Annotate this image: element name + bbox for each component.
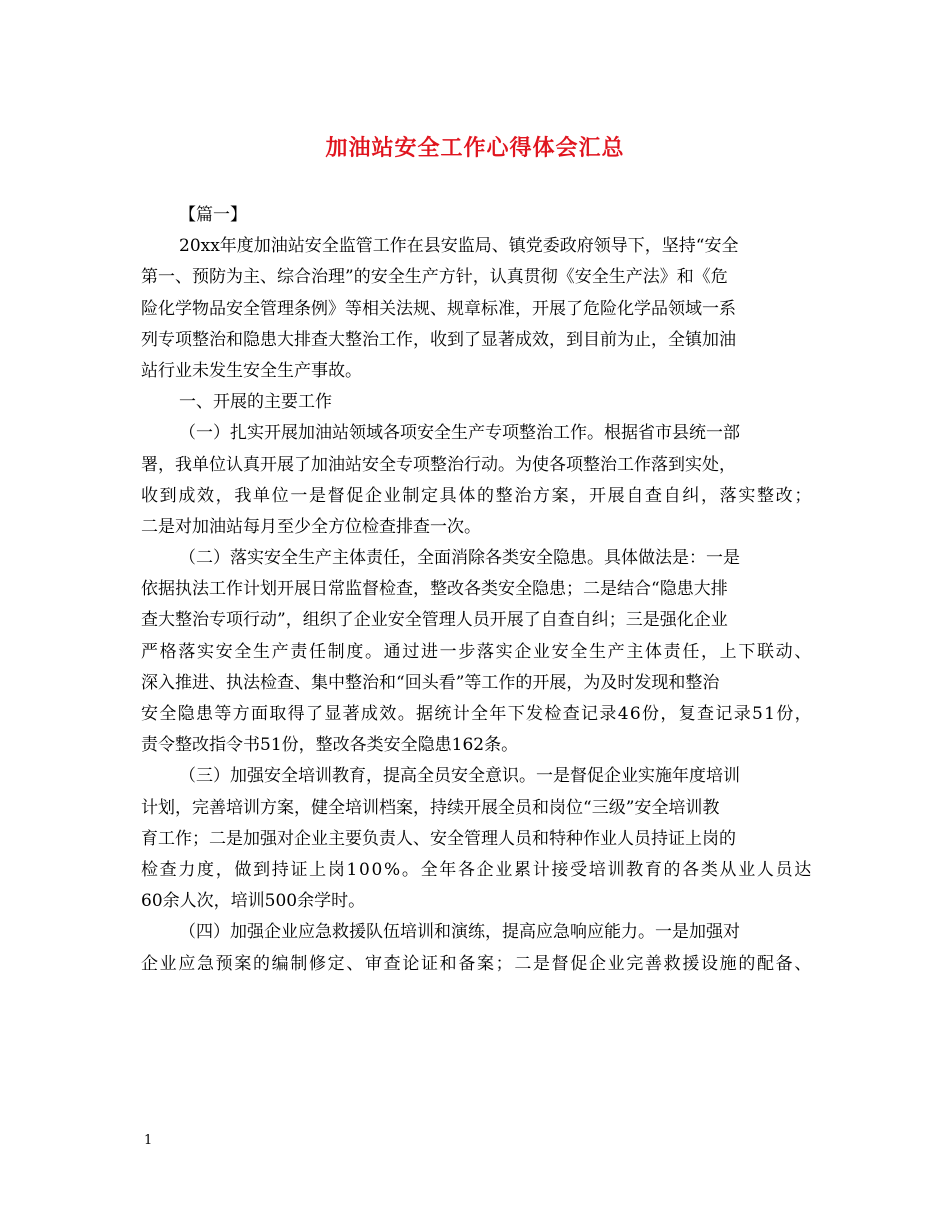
text-line: 计划，完善培训方案，健全培训档案，持续开展全员和岗位“三级”安全培训教 [141, 797, 720, 818]
text-line: （四）加强企业应急救援队伍培训和演练，提高应急响应能力。一是加强对 [179, 922, 740, 943]
text-line: 深入推进、执法检查、集中整治和“回头看”等工作的开展，为及时发现和整治 [141, 672, 720, 693]
text-line: 检查力度，做到持证上岗100%。全年各企业累计接受培训教育的各类从业人员达 [141, 859, 813, 880]
text-line: 60余人次，培训500余学时。 [141, 891, 366, 912]
text-line: 【篇一】 [179, 205, 247, 225]
text-line: （一）扎实开展加油站领域各项安全生产专项整治工作。根据省市县统一部 [179, 423, 740, 444]
text-line: 二是对加油站每月至少全方位检查排查一次。 [141, 516, 481, 537]
document-title: 加油站安全工作心得体会汇总 [325, 135, 625, 161]
text-line: 企业应急预案的编制修定、审查论证和备案；二是督促企业完善救援设施的配备、 [141, 953, 813, 974]
text-line: （三）加强安全培训教育，提高全员安全意识。一是督促企业实施年度培训 [179, 766, 740, 787]
text-line: 第一、预防为主、综合治理”的安全生产方针，认真贯彻《安全生产法》和《危 [141, 267, 728, 288]
text-line: 严格落实安全生产责任制度。通过进一步落实企业安全生产主体责任，上下联动、 [141, 641, 813, 662]
text-line: 署，我单位认真开展了加油站安全专项整治行动。为使各项整治工作落到实处， [141, 454, 736, 475]
text-line: 险化学物品安全管理条例》等相关法规、规章标准，开展了危险化学品领域一系 [141, 298, 736, 319]
text-line: 列专项整治和隐患大排查大整治工作，收到了显著成效，到目前为止，全镇加油 [141, 329, 736, 350]
text-line: （二）落实安全生产主体责任，全面消除各类安全隐患。具体做法是：一是 [179, 548, 740, 569]
text-line: 20xx年度加油站安全监管工作在县安监局、镇党委政府领导下，坚持“安全 [179, 236, 739, 257]
text-line: 育工作；二是加强对企业主要负责人、安全管理人员和特种作业人员持证上岗的 [141, 828, 736, 849]
text-line: 一、开展的主要工作 [179, 392, 332, 413]
page-number: 1 [144, 1133, 153, 1148]
text-line: 站行业未发生安全生产事故。 [141, 360, 362, 381]
text-line: 收到成效，我单位一是督促企业制定具体的整治方案，开展自查自纠，落实整改； [141, 485, 813, 506]
text-line: 查大整治专项行动”，组织了企业安全管理人员开展了自查自纠；三是强化企业 [141, 610, 728, 631]
text-line: 依据执法工作计划开展日常监督检查，整改各类安全隐患；二是结合“隐患大排 [141, 579, 728, 600]
text-line: 安全隐患等方面取得了显著成效。据统计全年下发检查记录46份，复查记录51份， [141, 704, 813, 724]
document-body [141, 200, 813, 980]
text-line: 责令整改指令书51份，整改各类安全隐患162条。 [141, 735, 519, 756]
